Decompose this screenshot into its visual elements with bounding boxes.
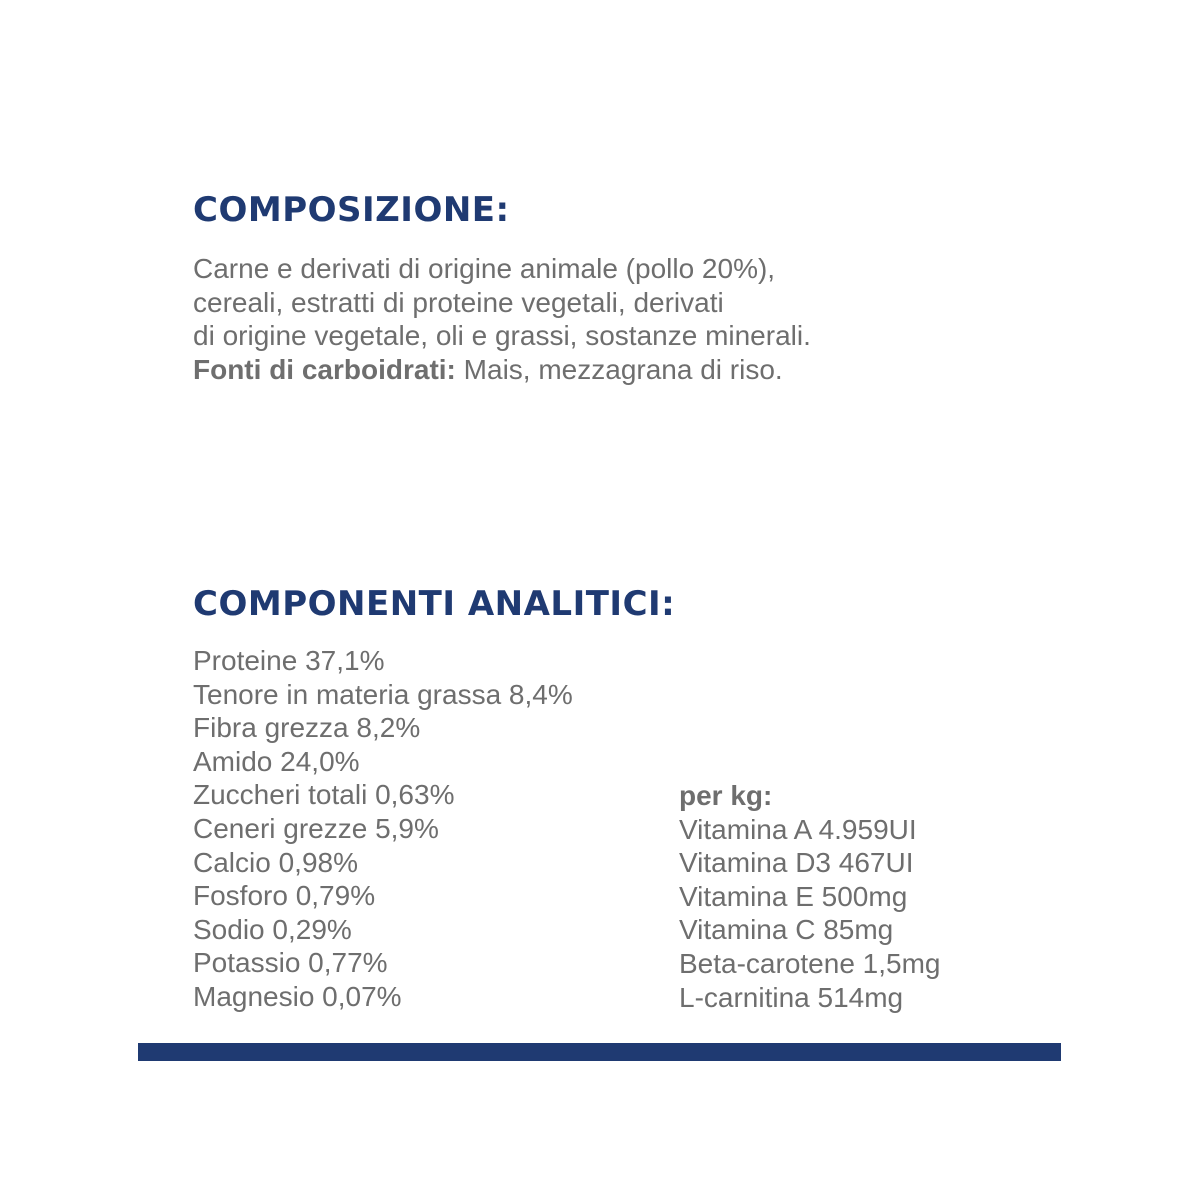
analytic-item: Tenore in materia grassa 8,4% xyxy=(193,678,573,710)
analytic-item: Fosforo 0,79% xyxy=(193,880,376,912)
carbohydrate-sources-label: Fonti di carboidrati: xyxy=(193,353,456,385)
per-kg-label: per kg: xyxy=(679,780,773,811)
composition-line: di origine vegetale, oli e grassi, sostanze minerali. xyxy=(193,320,811,351)
analytic-item: Sodio 0,29% xyxy=(193,913,352,945)
carbohydrate-sources-value: Mais, mezzagrana di riso. xyxy=(455,353,783,385)
per-kg-list xyxy=(679,813,941,1015)
composition-line: cereali, estratti di proteine vegetali, derivati xyxy=(193,286,724,318)
carbohydrate-sources xyxy=(193,353,1013,387)
composition-line: Carne e derivati di origine animale (pollo 20%), xyxy=(193,253,776,284)
per-kg-item: Vitamina A 4.959UI xyxy=(679,813,917,845)
per-kg-item: L-carnitina 514mg xyxy=(679,981,904,1013)
bottom-divider-bar xyxy=(138,1043,1061,1061)
analytic-item: Fibra grezza 8,2% xyxy=(193,712,421,744)
per-kg-item: Vitamina E 500mg xyxy=(679,880,908,912)
composition-text xyxy=(193,252,1013,386)
analytic-item: Magnesio 0,07% xyxy=(193,980,402,1012)
per-kg-item: Vitamina D3 467UI xyxy=(679,847,914,879)
analytic-item: Ceneri grezze 5,9% xyxy=(193,812,439,844)
analytics-heading: COMPONENTI ANALITICI: xyxy=(193,584,676,624)
per-kg-block xyxy=(679,779,941,1014)
analytic-item: Proteine 37,1% xyxy=(193,645,385,676)
analytics-list xyxy=(193,644,573,1014)
per-kg-item: Beta-carotene 1,5mg xyxy=(679,947,941,979)
per-kg-item: Vitamina C 85mg xyxy=(679,914,894,946)
analytic-item: Amido 24,0% xyxy=(193,745,360,777)
analytic-item: Calcio 0,98% xyxy=(193,846,358,878)
analytic-item: Potassio 0,77% xyxy=(193,947,388,979)
analytic-item: Zuccheri totali 0,63% xyxy=(193,779,455,811)
composition-heading: COMPOSIZIONE: xyxy=(193,190,510,230)
